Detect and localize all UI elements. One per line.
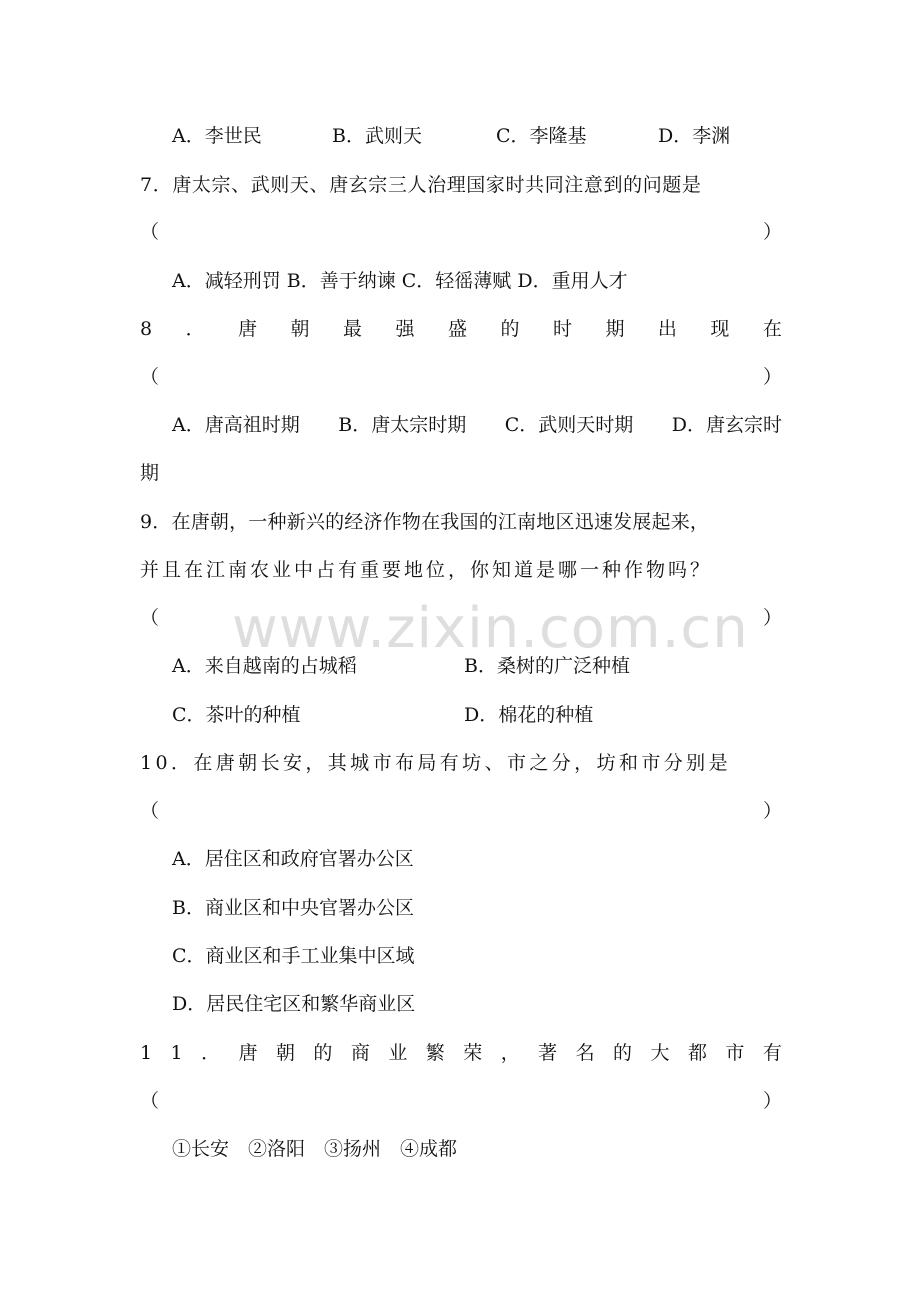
q11-stem-char: 荣 bbox=[463, 1042, 483, 1064]
q11-stem-char: 繁 bbox=[425, 1042, 445, 1064]
paren-open: （ bbox=[140, 1090, 160, 1112]
q11-stem-char: ． bbox=[201, 1042, 221, 1064]
q11-stem-char: ， bbox=[500, 1042, 520, 1064]
paren-close: ） bbox=[762, 800, 782, 822]
q8-stem-char: 时 bbox=[552, 318, 572, 340]
q8-stem-char: 盛 bbox=[447, 318, 467, 340]
watermark: www.zixin.com.cn bbox=[232, 596, 749, 661]
q11-stem-char: 的 bbox=[613, 1042, 633, 1064]
q8-answer-paren bbox=[140, 363, 782, 391]
q11-stem-char: 业 bbox=[388, 1042, 408, 1064]
q7-options: A．减轻刑罚 B．善于纳谏 C．轻徭薄赋 D．重用人才 bbox=[172, 270, 628, 292]
q8-stem-char: 期 bbox=[605, 318, 625, 340]
q11-stem-char: 有 bbox=[762, 1042, 782, 1064]
q11-answer-paren bbox=[140, 1087, 782, 1115]
q10-option-b: B．商业区和中央官署办公区 bbox=[172, 897, 414, 919]
q11-stem-char: 大 bbox=[650, 1042, 670, 1064]
q11-stem-char: 唐 bbox=[238, 1042, 258, 1064]
q8-options-tail: 期 bbox=[140, 462, 160, 484]
q7-stem: 7．唐太宗、武则天、唐玄宗三人治理国家时共同注意到的问题是 bbox=[140, 174, 702, 196]
q8-stem-char: 唐 bbox=[238, 318, 258, 340]
q6-option-c: C．李隆基 bbox=[496, 125, 587, 147]
q9-option-b: B．桑树的广泛种植 bbox=[464, 655, 630, 677]
q6-option-d: D．李渊 bbox=[658, 125, 731, 147]
q10-stem: 10．在唐朝长安，其城市布局有坊、市之分，坊和市分别是 bbox=[140, 752, 731, 774]
q9-option-d: D．棉花的种植 bbox=[464, 704, 594, 726]
q8-stem-char: 的 bbox=[500, 318, 520, 340]
q8-option-a: A．唐高祖时期 bbox=[172, 414, 300, 436]
q11-stem-char: 都 bbox=[687, 1042, 707, 1064]
q11-stem-char: 1 bbox=[170, 1042, 183, 1064]
q9-stem-line1: 9．在唐朝，一种新兴的经济作物在我国的江南地区迅速发展起来， bbox=[140, 511, 710, 533]
q9-answer-paren bbox=[140, 604, 782, 632]
q10-option-d: D．居民住宅区和繁华商业区 bbox=[172, 993, 416, 1015]
q9-option-c: C．茶叶的种植 bbox=[172, 704, 301, 726]
q6-option-a: A．李世民 bbox=[172, 125, 262, 147]
q8-stem-char: 8 bbox=[140, 318, 153, 340]
q10-answer-paren bbox=[140, 797, 782, 825]
q8-stem-char: 现 bbox=[710, 318, 730, 340]
q10-option-a: A．居住区和政府官署办公区 bbox=[172, 848, 414, 870]
q11-stem-char: 朝 bbox=[275, 1042, 295, 1064]
q6-option-b: B．武则天 bbox=[332, 125, 422, 147]
q8-stem-char: 强 bbox=[395, 318, 415, 340]
q11-items: ①长安 ②洛阳 ③扬州 ④成都 bbox=[172, 1138, 458, 1160]
paren-open: （ bbox=[140, 221, 160, 243]
q8-stem-char: 朝 bbox=[290, 318, 310, 340]
q8-option-c: C．武则天时期 bbox=[504, 414, 634, 436]
q11-stem-char: 1 bbox=[140, 1042, 153, 1064]
q11-stem-char: 市 bbox=[725, 1042, 745, 1064]
q8-stem-char: 最 bbox=[343, 318, 363, 340]
q11-stem-char: 著 bbox=[538, 1042, 558, 1064]
paren-close: ） bbox=[762, 366, 782, 388]
q11-stem-char: 商 bbox=[350, 1042, 370, 1064]
q10-option-c: C．商业区和手工业集中区域 bbox=[172, 945, 415, 967]
paren-close: ） bbox=[762, 1090, 782, 1112]
q8-stem bbox=[140, 315, 782, 343]
paren-close: ） bbox=[762, 607, 782, 629]
paren-close: ） bbox=[762, 221, 782, 243]
paren-open: （ bbox=[140, 366, 160, 388]
q11-stem bbox=[140, 1039, 782, 1067]
q9-option-a: A．来自越南的占城稻 bbox=[172, 655, 357, 677]
q8-stem-char: ． bbox=[185, 318, 205, 340]
q8-stem-char: 出 bbox=[657, 318, 677, 340]
paren-open: （ bbox=[140, 607, 160, 629]
q8-options bbox=[172, 411, 782, 439]
q8-stem-char: 在 bbox=[762, 318, 782, 340]
paren-open: （ bbox=[140, 800, 160, 822]
q11-stem-char: 名 bbox=[575, 1042, 595, 1064]
q11-stem-char: 的 bbox=[313, 1042, 333, 1064]
q8-option-d: D．唐玄宗时 bbox=[671, 414, 782, 436]
q8-option-b: B．唐太宗时期 bbox=[338, 414, 467, 436]
q9-stem-line2: 并且在江南农业中占有重要地位，你知道是哪一种作物吗？ bbox=[140, 559, 713, 581]
q7-answer-paren bbox=[140, 218, 782, 246]
